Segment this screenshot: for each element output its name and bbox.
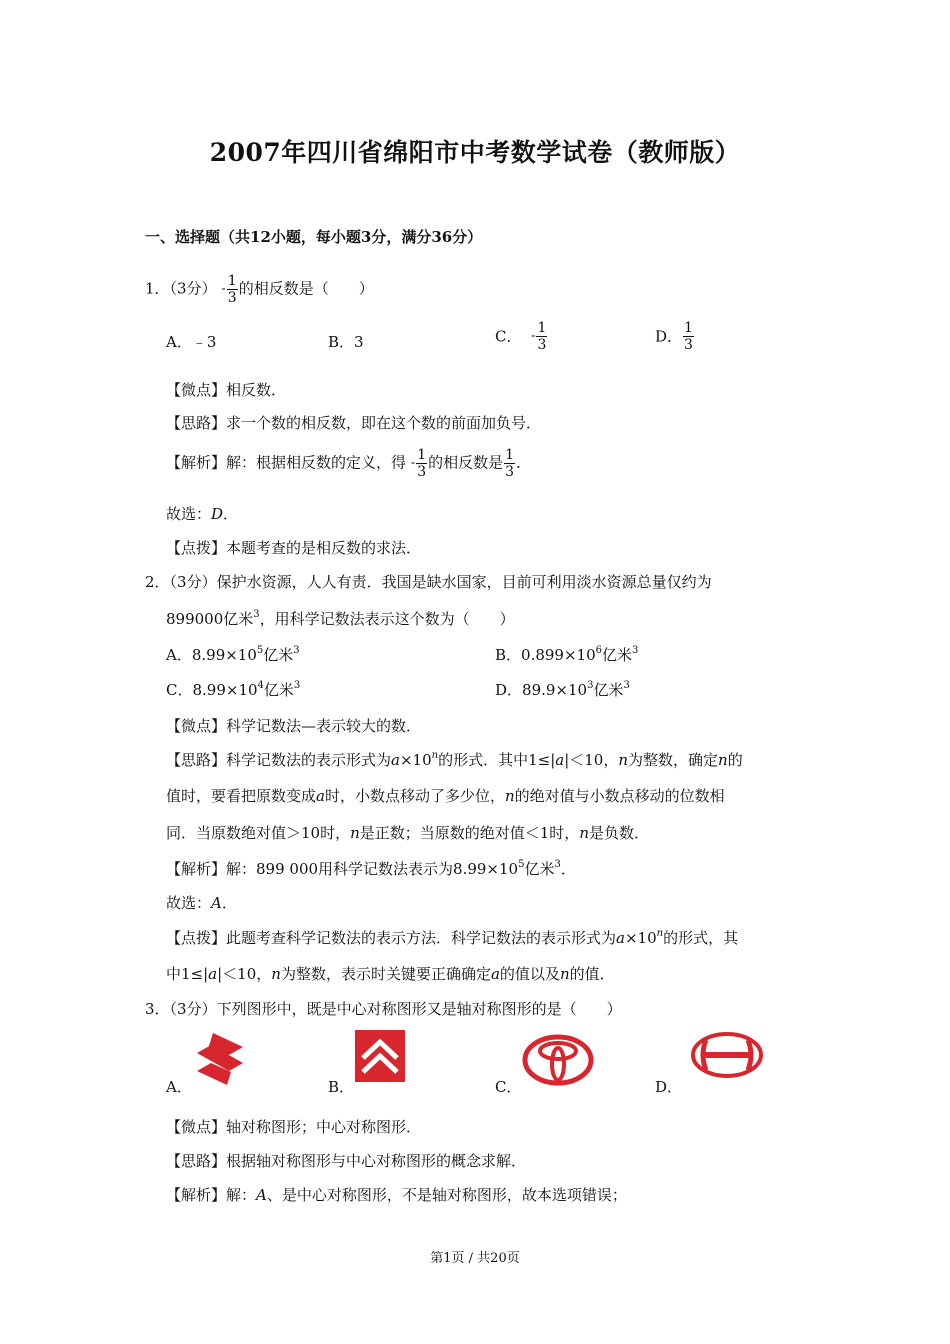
q2-silu-1: 【思路】科学记数法的表示形式为$a\times 10^n$的形式．其中1≤|a|＜10，n为整数，确定n的 [166, 750, 743, 769]
q1-option-d: D． $\frac{1}{3}$ [655, 320, 693, 353]
q2-dianbo-2: 中1≤|a|＜10，n为整数，表示时关键要正确确定a的值以及n的值． [166, 965, 615, 983]
q2-option-c: C．$8.99\times 10^4$亿米$^3$ [166, 680, 301, 699]
q2-silu-2: 值时，要看把原数变成a时，小数点移动了多少位，n的绝对值与小数点移动的位数相 [166, 787, 725, 805]
logo-c-ellipse-icon [522, 1033, 594, 1087]
q2-answer: 故选：A． [166, 894, 237, 912]
page-title: 2007年四川省绵阳市中考数学试卷（教师版） [209, 138, 741, 167]
q3-jiexi: 【解析】解：A、是中心对称图形，不是轴对称图形，故本选项错误； [166, 1186, 627, 1204]
q1-answer: 故选：D． [166, 505, 239, 523]
q2-dianbo-1: 【点拨】此题考查科学记数法的表示方法．科学记数法的表示形式为$a\times 10^n$的形式，其 [166, 928, 739, 947]
q3-option-b: B． [328, 1078, 355, 1096]
page-footer: 第1页 / 共20页 [430, 1251, 520, 1266]
question-2-stem-2: 899000亿米$^3$，用科学记数法表示这个数为（ ） [166, 609, 515, 628]
q1-option-c: C． - $\frac{1}{3}$ [495, 320, 547, 353]
logo-b-chevron-icon [355, 1030, 405, 1082]
q3-option-d: D． [655, 1078, 683, 1096]
q3-weidian: 【微点】轴对称图形；中心对称图形． [166, 1118, 422, 1136]
q1-silu: 【思路】求一个数的相反数，即在这个数的前面加负号． [166, 414, 542, 432]
question-1-stem: 1．（3分） - $\frac{1}{3}$ 的相反数是（ ） [145, 273, 374, 306]
q1-dianbo: 【点拨】本题考查的是相反数的求法． [166, 539, 422, 557]
q1-weidian: 【微点】相反数． [166, 381, 287, 399]
q1-option-b: B．3 [328, 333, 364, 351]
q2-option-a: A．$8.99\times 10^5$亿米$^3$ [166, 645, 300, 664]
q1-option-a: A．﹣3 [166, 333, 217, 351]
q2-option-b: B．$0.899\times 10^6$亿米$^3$ [495, 645, 639, 664]
logo-a-s-icon [195, 1033, 245, 1085]
section-heading: 一、选择题（共12小题，每小题3分，满分36分） [145, 228, 483, 246]
fraction: $\frac{1}{3}$ [227, 273, 237, 306]
q2-jiexi: 【解析】解：899 000用科学记数法表示为$8.99\times 10^5$亿米$^3$． [166, 859, 576, 878]
q3-silu: 【思路】根据轴对称图形与中心对称图形的概念求解． [166, 1152, 527, 1170]
logo-d-h-icon [690, 1030, 764, 1080]
question-2-stem: 2．（3分）保护水资源，人人有责．我国是缺水国家，目前可利用淡水资源总量仅约为 [145, 573, 712, 591]
q1-jiexi: 【解析】解：根据相反数的定义，得 - $\frac{1}{3}$ 的相反数是 $\frac{1}{3}$ ． [166, 447, 532, 480]
q3-option-c: C． [495, 1078, 522, 1096]
q2-option-d: D．$89.9\times 10^3$亿米$^3$ [495, 680, 630, 699]
q2-weidian: 【微点】科学记数法—表示较大的数． [166, 717, 422, 735]
q2-silu-3: 同．当原数绝对值＞10时，n是正数；当原数的绝对值＜1时，n是负数． [166, 824, 649, 842]
question-3-stem: 3．（3分）下列图形中，既是中心对称图形又是轴对称图形的是（ ） [145, 1000, 622, 1018]
q3-option-a: A． [166, 1078, 192, 1096]
